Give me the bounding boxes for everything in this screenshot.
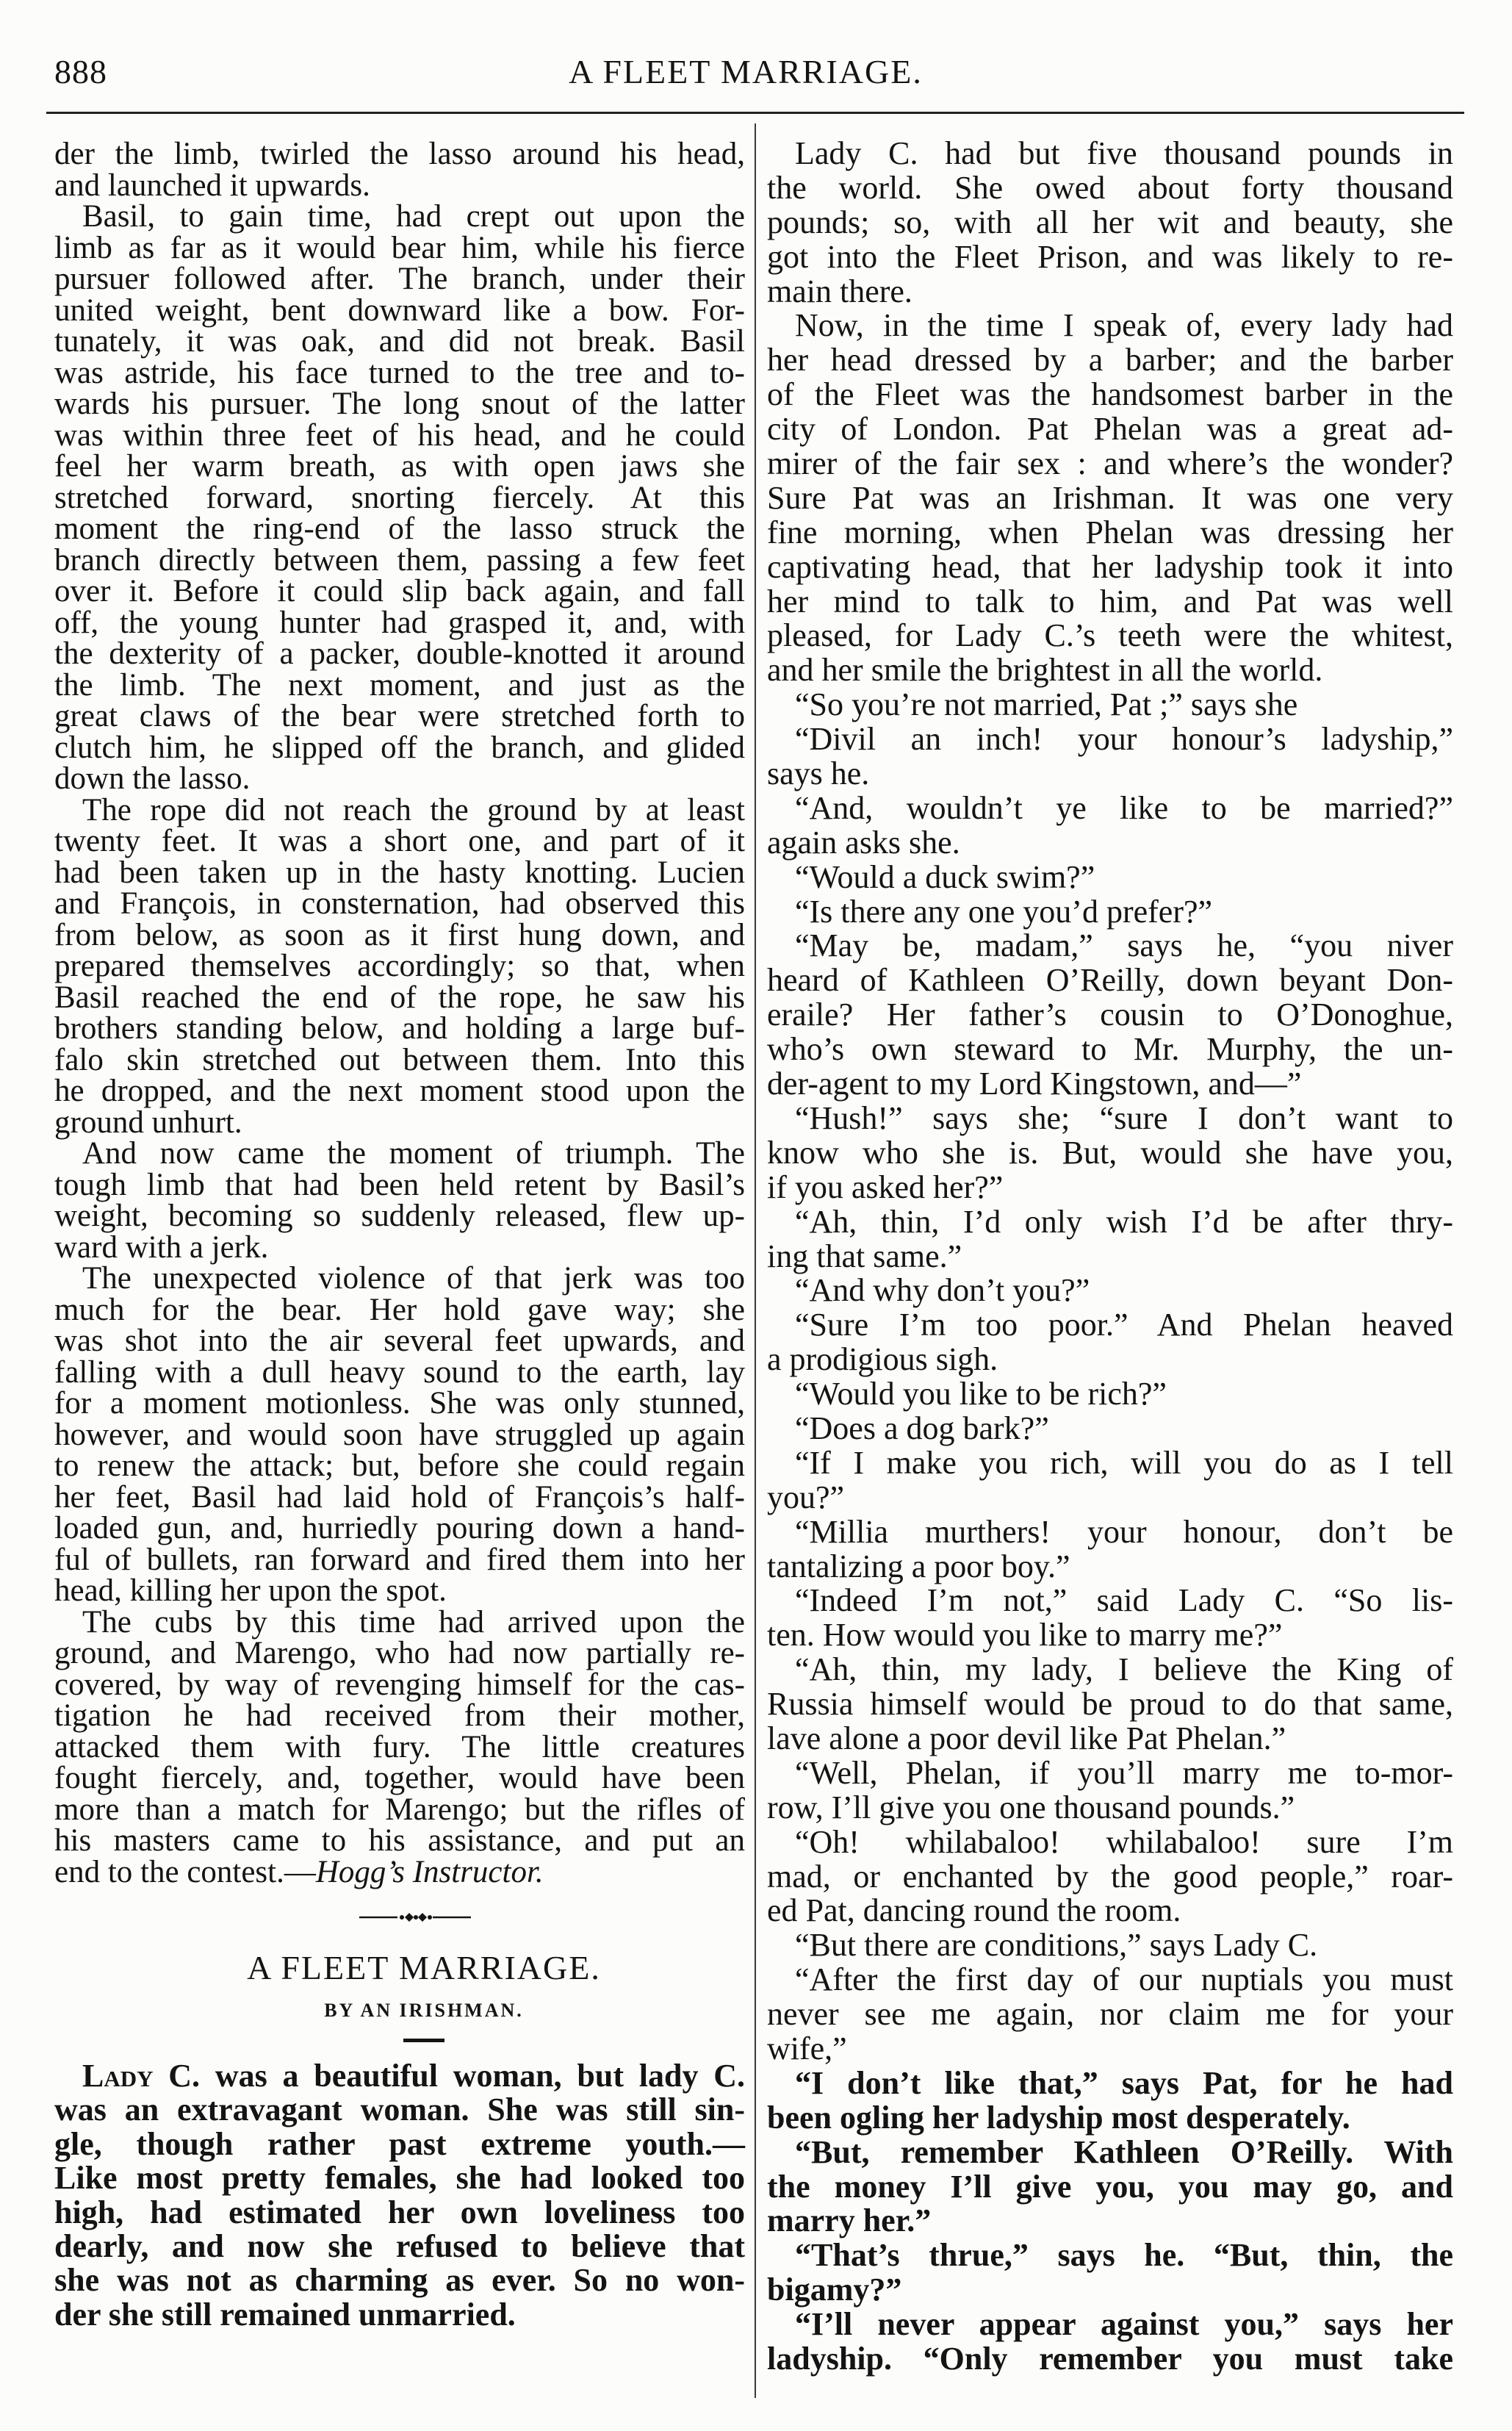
paragraph xyxy=(767,1205,1453,1274)
paragraph xyxy=(767,929,1453,1101)
text-line: limb as far as it would bear him, while his fierce xyxy=(54,230,745,265)
text-line: “Does a dog bark?” xyxy=(795,1410,1049,1446)
text-line: the dexterity of a packer, double-knotted it around xyxy=(54,636,745,671)
text-line: “Would you like to be rich?” xyxy=(795,1376,1167,1412)
text-line: clutch him, he slipped off the branch, and glided xyxy=(54,730,745,765)
byline-rule xyxy=(403,2039,444,2042)
paragraph xyxy=(767,309,1453,688)
paragraph xyxy=(767,2066,1453,2136)
text-line: a prodigious sigh. xyxy=(767,1341,998,1378)
text-line: mad, or enchanted by the good people,” roar- xyxy=(767,1858,1453,1895)
text-line-rest: was a beautiful woman, but lady C. xyxy=(200,2058,745,2094)
ornament-dot xyxy=(400,1915,404,1920)
story-opening-text xyxy=(54,2093,745,2332)
text-line: “I’ll never appear against you,” says her xyxy=(795,2306,1453,2343)
text-line: der she still remained unmarried. xyxy=(54,2296,516,2333)
text-line: Like most pretty females, she had looked too xyxy=(54,2160,745,2197)
text-line: bigamy?” xyxy=(767,2272,902,2308)
text-line: she was not as charming as ever. So no won- xyxy=(54,2262,745,2299)
text-line: dearly, and now she refused to believe that xyxy=(54,2227,745,2264)
text-line: over it. Before it could slip back again, and fall xyxy=(54,574,745,608)
text-line: “Hush!” says she; “sure I don’t want to xyxy=(795,1099,1453,1136)
text-line: tigation he had received from their mother, xyxy=(54,1698,745,1733)
text-line: her feet, Basil had laid hold of François’s half- xyxy=(54,1479,745,1515)
text-line: more than a match for Marengo; but the rifles of xyxy=(54,1792,745,1827)
text-line: never see me again, nor claim me for your xyxy=(767,1996,1453,2033)
paragraph xyxy=(767,1099,1453,1205)
paragraph xyxy=(767,1756,1453,1825)
text-line: “And why don’t you?” xyxy=(795,1272,1090,1309)
text-line: “But, remember Kathleen O’Reilly. With xyxy=(795,2133,1453,2170)
text-line: mirer of the fair sex : and where’s the wonder? xyxy=(767,445,1453,482)
text-line: united weight, bent downward like a bow. For- xyxy=(54,292,745,328)
text-line xyxy=(54,2059,745,2093)
ornament-diamond xyxy=(405,1913,414,1922)
closing-text: end to the contest.— xyxy=(54,1854,316,1889)
text-line: fought fiercely, and, together, would have been xyxy=(54,1761,745,1795)
text-line: tantalizing a poor boy.” xyxy=(767,1548,1070,1584)
paragraph xyxy=(54,1263,745,1607)
text-line: “That’s thrue,” says he. “But, thin, the xyxy=(795,2237,1453,2274)
text-line: down the lasso. xyxy=(54,761,251,796)
paragraph xyxy=(767,1963,1453,2066)
text-line: marry her.” xyxy=(767,2202,932,2239)
column-divider xyxy=(755,123,756,2398)
paragraph xyxy=(54,139,745,201)
text-line: ground, and Marengo, who had now partially re- xyxy=(54,1636,745,1670)
paragraph xyxy=(767,1584,1453,1653)
paragraph xyxy=(767,1653,1453,1756)
text-line: der-agent to my Lord Kingstown, and—” xyxy=(767,1066,1302,1102)
text-line: “After the first day of our nuptials you must xyxy=(795,1961,1453,1998)
text-line: heard of Kathleen O’Reilly, down beyant Don- xyxy=(767,962,1453,999)
lead-in: Lady C. xyxy=(82,2058,201,2094)
paragraph xyxy=(767,1825,1453,1929)
text-line: to renew the attack; but, before she could regain xyxy=(54,1448,745,1483)
text-line: branch directly between them, passing a few feet xyxy=(54,542,745,578)
text-line: Lady C. had but five thousand pounds in xyxy=(795,135,1453,171)
text-line: from below, as soon as it first hung down, and xyxy=(54,917,745,952)
paragraph xyxy=(767,791,1453,861)
header-rule xyxy=(46,112,1464,114)
left-column-text xyxy=(54,139,745,1888)
paragraph xyxy=(767,2133,1453,2239)
text-line: gle, though rather past extreme youth.— xyxy=(54,2125,745,2162)
text-line: city of London. Pat Phelan was a great ad- xyxy=(767,411,1453,448)
text-line: know who she is. But, would she have you, xyxy=(767,1134,1453,1171)
text-line: “And, wouldn’t ye like to be married?” xyxy=(795,789,1453,826)
text-line: wards his pursuer. The long snout of the latter xyxy=(54,387,745,421)
text-line: for a moment motionless. She was only stunned, xyxy=(54,1386,745,1421)
paragraph xyxy=(767,1446,1453,1515)
text-line: “Divil an inch! your honour’s ladyship,” xyxy=(795,721,1453,758)
ornament-dot xyxy=(428,1915,432,1920)
paragraph xyxy=(54,792,745,1140)
paragraph xyxy=(767,1308,1453,1377)
text-line: “If I make you rich, will you do as I tell xyxy=(795,1444,1453,1481)
paragraph xyxy=(54,201,745,795)
text-line: was an extravagant woman. She was still sin- xyxy=(54,2091,745,2128)
text-line: falling with a dull heavy sound to the earth, lay xyxy=(54,1354,745,1390)
text-line: “Sure I’m too poor.” And Phelan heaved xyxy=(795,1307,1453,1343)
text-line: “Is there any one you’d prefer?” xyxy=(795,893,1213,930)
text-line: says he. xyxy=(767,755,870,792)
text-line: “Well, Phelan, if you’ll marry me to-mor- xyxy=(795,1754,1453,1791)
paragraph xyxy=(767,1377,1453,1412)
text-line: of the Fleet was the handsomest barber in the xyxy=(767,376,1453,413)
text-line: got into the Fleet Prison, and was likely to re- xyxy=(767,238,1453,275)
text-line: been ogling her ladyship most desperately. xyxy=(767,2099,1350,2136)
source-attribution: Hogg’s Instructor. xyxy=(315,1854,544,1889)
text-line: and launched it upwards. xyxy=(54,168,370,203)
text-line: “Millia murthers! your honour, don’t be xyxy=(795,1513,1453,1550)
text-line: however, and would soon have struggled up again xyxy=(54,1417,745,1452)
page-number: 888 xyxy=(54,53,107,90)
text-line: main there. xyxy=(767,273,912,309)
paragraph xyxy=(767,1274,1453,1308)
text-line: “Oh! whilabaloo! whilabaloo! sure I’m xyxy=(795,1823,1453,1860)
text-line: the money I’ll give you, you may go, and xyxy=(767,2168,1453,2205)
text-line: moment the ring-end of the lasso struck the xyxy=(54,511,745,546)
text-line: was within three feet of his head, and he could xyxy=(54,417,745,453)
text-line: you?” xyxy=(767,1479,845,1515)
text-line: feel her warm breath, as with open jaws she xyxy=(54,449,745,484)
text-line: he dropped, and the next moment stood upon the xyxy=(54,1074,745,1108)
text-line: who’s own steward to Mr. Murphy, the un- xyxy=(767,1031,1453,1068)
text-line: row, I’ll give you one thousand pounds.” xyxy=(767,1789,1295,1825)
text-line: der the limb, twirled the lasso around his head, xyxy=(54,137,745,171)
paragraph xyxy=(767,1928,1453,1963)
right-column-text xyxy=(767,137,1453,2377)
text-line: ladyship. “Only remember you must take xyxy=(767,2341,1453,2377)
text-line: her mind to talk to him, and Pat was well xyxy=(767,583,1453,620)
text-line: prepared themselves accordingly; so that, when xyxy=(54,949,745,983)
text-line: The cubs by this time had arrived upon the xyxy=(82,1604,745,1640)
story-opening xyxy=(54,2059,745,2332)
text-line: ed Pat, dancing round the room. xyxy=(767,1892,1181,1929)
text-line: if you asked her?” xyxy=(767,1168,1004,1205)
text-line: again asks she. xyxy=(767,824,960,861)
text-line: weight, becoming so suddenly released, flew up- xyxy=(54,1199,745,1233)
text-line: captivating head, that her ladyship took it into xyxy=(767,548,1453,585)
text-line: ing that same.” xyxy=(767,1238,962,1274)
text-line: brothers standing below, and holding a large buf- xyxy=(54,1011,745,1046)
text-line: much for the bear. Her hold gave way; she xyxy=(54,1292,745,1327)
text-line: tunately, it was oak, and did not break. Basil xyxy=(54,324,745,359)
text-line: eraile? Her father’s cousin to O’Donoghue, xyxy=(767,997,1453,1033)
text-line: “I don’t like that,” says Pat, for he had xyxy=(795,2064,1453,2101)
paragraph xyxy=(767,858,1453,895)
paragraph xyxy=(767,2308,1453,2377)
text-line: ward with a jerk. xyxy=(54,1229,269,1265)
paragraph xyxy=(767,1515,1453,1584)
text-line: “But there are conditions,” says Lady C. xyxy=(795,1927,1318,1964)
text-line: his masters came to his assistance, and put an xyxy=(54,1823,745,1858)
ornament-diamond xyxy=(418,1913,427,1922)
text-line: and her smile the brightest in all the world. xyxy=(767,652,1323,689)
text-line: the world. She owed about forty thousand xyxy=(767,169,1453,206)
paragraph xyxy=(767,895,1453,930)
text-line: “May be, madam,” says he, “you niver xyxy=(795,927,1453,964)
ornament-divider xyxy=(359,1911,471,1924)
text-line: “Ah, thin, my lady, I believe the King of xyxy=(795,1651,1453,1688)
text-line: “Indeed I’m not,” said Lady C. “So lis- xyxy=(795,1582,1453,1619)
text-line: twenty feet. It was a short one, and part of it xyxy=(54,824,745,858)
text-line xyxy=(54,1854,745,1889)
text-line: attacked them with fury. The little creatures xyxy=(54,1729,745,1764)
text-line: lave alone a poor devil like Pat Phelan.” xyxy=(767,1720,1286,1756)
ornament-dot xyxy=(414,1915,418,1920)
text-line: pursuer followed after. The branch, under their xyxy=(54,262,745,296)
paragraph xyxy=(54,1138,745,1263)
text-line: had been taken up in the hasty knotting. Lucien xyxy=(54,855,745,890)
text-line: Now, in the time I speak of, every lady had xyxy=(795,307,1453,344)
text-line: high, had estimated her own loveliness too xyxy=(54,2194,745,2230)
text-line: and François, in consternation, had observed this xyxy=(54,886,745,921)
text-line: And now came the moment of triumph. The xyxy=(82,1136,745,1171)
text-line: “So you’re not married, Pat ;” says she xyxy=(795,686,1298,723)
text-line: tough limb that had been held retent by Basil’s xyxy=(54,1167,745,1202)
text-line: The rope did not reach the ground by at least xyxy=(82,792,745,827)
text-line: falo skin stretched out between them. Into this xyxy=(54,1042,745,1077)
text-line: “Ah, thin, I’d only wish I’d be after thry- xyxy=(795,1203,1453,1240)
paragraph xyxy=(54,1604,745,1858)
running-head: A FLEET MARRIAGE. xyxy=(569,53,923,90)
paragraph xyxy=(767,688,1453,722)
text-line: ful of bullets, ran forward and fired them into her xyxy=(54,1542,745,1577)
text-line: pounds; so, with all her wit and beauty, she xyxy=(767,204,1453,240)
paragraph xyxy=(767,137,1453,309)
text-line: Basil reached the end of the rope, he saw his xyxy=(54,980,745,1015)
text-line: Basil, to gain time, had crept out upon the xyxy=(82,199,745,234)
text-line: the limb. The next moment, and just as the xyxy=(54,667,745,703)
text-line: The unexpected violence of that jerk was too xyxy=(82,1261,745,1296)
text-line: great claws of the bear were stretched forth to xyxy=(54,699,745,733)
text-line: was astride, his face turned to the tree and to- xyxy=(54,355,745,390)
text-line: off, the young hunter had grasped it, and, with xyxy=(54,605,745,640)
paragraph xyxy=(767,2238,1453,2308)
story-title: A FLEET MARRIAGE. xyxy=(247,1949,601,1986)
text-line: covered, by way of revenging himself for the cas- xyxy=(54,1667,745,1702)
text-line: her head dressed by a barber; and the barber xyxy=(767,342,1453,378)
story-byline: BY AN IRISHMAN. xyxy=(324,2000,524,2021)
text-line: stretched forward, snorting fiercely. At this xyxy=(54,480,745,515)
text-line: was shot into the air several feet upwards, and xyxy=(54,1324,745,1358)
text-line: head, killing her upon the spot. xyxy=(54,1573,447,1608)
text-line: fine morning, when Phelan was dressing her xyxy=(767,514,1453,550)
text-line: “Would a duck swim?” xyxy=(795,858,1095,895)
text-line: loaded gun, and, hurriedly pouring down a hand- xyxy=(54,1511,745,1545)
text-line: Russia himself would be proud to do that same, xyxy=(767,1686,1453,1723)
text-line: ground unhurt. xyxy=(54,1105,242,1140)
text-line: pleased, for Lady C.’s teeth were the whitest, xyxy=(767,617,1453,654)
text-line: Sure Pat was an Irishman. It was one very xyxy=(767,479,1453,516)
paragraph xyxy=(54,2093,745,2332)
text-line: wife,” xyxy=(767,2030,847,2066)
paragraph xyxy=(767,1412,1453,1446)
paragraph xyxy=(767,722,1453,791)
text-line: ten. How would you like to marry me?” xyxy=(767,1617,1283,1653)
